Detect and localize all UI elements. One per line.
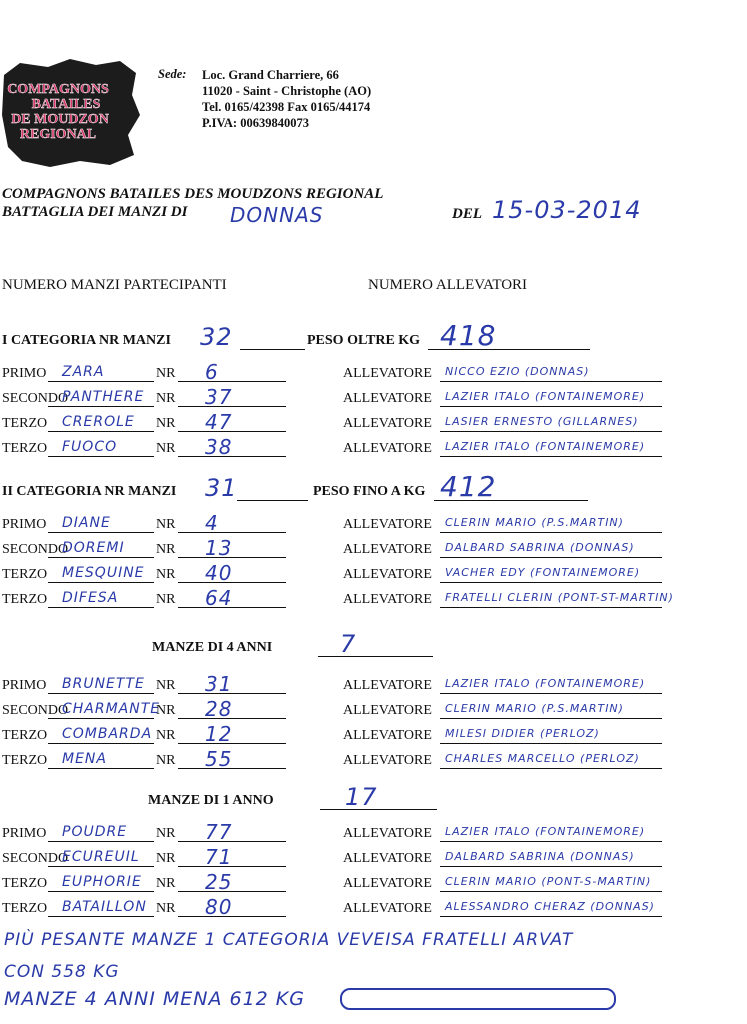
breeder-line — [440, 693, 662, 694]
section-heading: MANZE DI 1 ANNO — [148, 793, 274, 808]
place-label: SECONDO — [2, 703, 69, 718]
animal-number: 28 — [205, 697, 233, 721]
number-line — [178, 607, 286, 608]
breeder-line — [440, 866, 662, 867]
place-label: TERZO — [2, 876, 48, 891]
breeder-line — [440, 743, 662, 744]
breeder-line — [440, 891, 662, 892]
place-label: TERZO — [2, 901, 48, 916]
section-count-line — [318, 656, 433, 657]
breeder-name: MILESI DIDIER (PERLOZ) — [445, 727, 600, 740]
sede-label: Sede: — [158, 67, 187, 81]
section-count-line — [320, 809, 437, 810]
name-line — [48, 532, 154, 533]
number-line — [178, 406, 286, 407]
animal-name: COMBARDA — [62, 726, 153, 742]
section-count: 32 — [200, 323, 233, 351]
breeder-line — [440, 532, 662, 533]
name-line — [48, 582, 154, 583]
animal-name: PANTHERE — [62, 389, 145, 405]
number-line — [178, 456, 286, 457]
nr-label: NR — [156, 391, 176, 406]
breeder-label: ALLEVATORE — [343, 901, 432, 916]
animal-name: FUOCO — [62, 439, 118, 455]
place-label: TERZO — [2, 567, 48, 582]
breeder-line — [440, 916, 662, 917]
battle-location: DONNAS — [230, 203, 324, 227]
nr-label: NR — [156, 592, 176, 607]
breeder-name: CLERIN MARIO (PONT-S-MARTIN) — [445, 875, 652, 888]
place-label: PRIMO — [2, 517, 47, 532]
nr-label: NR — [156, 826, 176, 841]
animal-name: BRUNETTE — [62, 676, 145, 692]
name-line — [48, 456, 154, 457]
number-line — [178, 743, 286, 744]
animal-number: 71 — [205, 845, 233, 869]
number-line — [178, 718, 286, 719]
section-heading: MANZE DI 4 ANNI — [152, 640, 273, 655]
number-line — [178, 381, 286, 382]
breeder-line — [440, 718, 662, 719]
breeder-line — [440, 456, 662, 457]
animal-name: MESQUINE — [62, 565, 145, 581]
section-count-line — [237, 500, 308, 501]
address-line: P.IVA: 00639840073 — [202, 116, 309, 130]
place-label: PRIMO — [2, 366, 47, 381]
number-line — [178, 916, 286, 917]
nr-label: NR — [156, 542, 176, 557]
breeder-line — [440, 768, 662, 769]
number-line — [178, 582, 286, 583]
animal-number: 80 — [205, 895, 233, 919]
nr-label: NR — [156, 366, 176, 381]
section-heading: II CATEGORIA NR MANZI — [2, 484, 177, 499]
weight-label: PESO OLTRE KG — [307, 333, 421, 348]
animal-name: POUDRE — [62, 824, 128, 840]
breeder-name: FRATELLI CLERIN (PONT-ST-MARTIN) — [445, 591, 674, 604]
place-label: PRIMO — [2, 826, 47, 841]
section-count: 7 — [340, 630, 357, 658]
name-line — [48, 381, 154, 382]
breeder-label: ALLEVATORE — [343, 826, 432, 841]
breeder-label: ALLEVATORE — [343, 441, 432, 456]
nr-label: NR — [156, 851, 176, 866]
breeder-name: CLERIN MARIO (P.S.MARTIN) — [445, 516, 624, 529]
name-line — [48, 607, 154, 608]
name-line — [48, 557, 154, 558]
name-line — [48, 431, 154, 432]
number-line — [178, 841, 286, 842]
animal-number: 12 — [205, 722, 233, 746]
nr-label: NR — [156, 728, 176, 743]
note-heaviest-cat1: PIÙ PESANTE MANZE 1 CATEGORIA VEVEISA FRATELLI ARVAT — [4, 930, 574, 950]
name-line — [48, 693, 154, 694]
animal-name: BATAILLON — [62, 899, 147, 915]
breeder-label: ALLEVATORE — [343, 366, 432, 381]
breeder-name: LAZIER ITALO (FONTAINEMORE) — [445, 677, 646, 690]
breeder-label: ALLEVATORE — [343, 416, 432, 431]
address-line: 11020 - Saint - Christophe (AO) — [202, 84, 372, 98]
nr-label: NR — [156, 703, 176, 718]
battle-date: 15-03-2014 — [492, 196, 642, 224]
document-title: COMPAGNONS BATAILES DES MOUDZONS REGIONAL — [2, 186, 384, 202]
weight-value: 412 — [440, 470, 497, 503]
number-line — [178, 532, 286, 533]
nr-label: NR — [156, 517, 176, 532]
animal-name: CREROLE — [62, 414, 135, 430]
breeder-label: ALLEVATORE — [343, 753, 432, 768]
nr-label: NR — [156, 678, 176, 693]
breeders-count-label: NUMERO ALLEVATORI — [368, 277, 528, 293]
breeder-name: LAZIER ITALO (FONTAINEMORE) — [445, 390, 646, 403]
place-label: PRIMO — [2, 678, 47, 693]
breeder-name: DALBARD SABRINA (DONNAS) — [445, 850, 635, 863]
number-line — [178, 866, 286, 867]
weight-line — [428, 349, 590, 350]
number-line — [178, 557, 286, 558]
animal-number: 77 — [205, 820, 233, 844]
breeder-label: ALLEVATORE — [343, 876, 432, 891]
date-label: DEL — [452, 206, 482, 222]
animal-name: EUPHORIE — [62, 874, 142, 890]
number-line — [178, 768, 286, 769]
svg-text:DE MOUDZON: DE MOUDZON — [11, 112, 109, 127]
name-line — [48, 841, 154, 842]
scribble-strike — [340, 988, 616, 1010]
animal-name: ECUREUIL — [62, 849, 140, 865]
name-line — [48, 406, 154, 407]
note-manze-4-anni: MANZE 4 ANNI MENA 612 KG — [4, 988, 305, 1010]
animal-number: 13 — [205, 536, 233, 560]
place-label: SECONDO — [2, 851, 69, 866]
animal-name: CHARMANTE — [62, 701, 161, 717]
breeder-name: DALBARD SABRINA (DONNAS) — [445, 541, 635, 554]
breeder-name: CLERIN MARIO (P.S.MARTIN) — [445, 702, 624, 715]
name-line — [48, 916, 154, 917]
svg-text:REGIONAL: REGIONAL — [19, 127, 97, 142]
animal-number: 38 — [205, 435, 233, 459]
section-count-line — [240, 349, 305, 350]
nr-label: NR — [156, 441, 176, 456]
breeder-line — [440, 557, 662, 558]
animal-number: 55 — [205, 747, 233, 771]
breeder-label: ALLEVATORE — [343, 592, 432, 607]
animal-name: DOREMI — [62, 540, 125, 556]
place-label: TERZO — [2, 592, 48, 607]
place-label: TERZO — [2, 753, 48, 768]
breeder-label: ALLEVATORE — [343, 542, 432, 557]
breeder-name: VACHER EDY (FONTAINEMORE) — [445, 566, 641, 579]
battle-title: BATTAGLIA DEI MANZI DI — [2, 204, 188, 220]
breeder-name: NICCO EZIO (DONNAS) — [445, 365, 590, 378]
place-label: TERZO — [2, 728, 48, 743]
note-weight: CON 558 KG — [4, 962, 120, 982]
place-label: TERZO — [2, 416, 48, 431]
nr-label: NR — [156, 567, 176, 582]
breeder-line — [440, 582, 662, 583]
animal-name: DIANE — [62, 515, 111, 531]
weight-line — [434, 500, 588, 501]
animal-number: 40 — [205, 561, 233, 585]
animal-number: 47 — [205, 410, 233, 434]
animal-name: MENA — [62, 751, 107, 767]
address-block — [202, 67, 371, 131]
breeder-line — [440, 607, 662, 608]
manzi-count-label: NUMERO MANZI PARTECIPANTI — [2, 277, 227, 293]
section-count: 17 — [345, 783, 378, 811]
name-line — [48, 891, 154, 892]
svg-text:BATAILES: BATAILES — [31, 97, 101, 112]
section-count: 31 — [205, 474, 238, 502]
nr-label: NR — [156, 901, 176, 916]
weight-value: 418 — [440, 319, 497, 352]
animal-number: 64 — [205, 586, 233, 610]
number-line — [178, 891, 286, 892]
breeder-label: ALLEVATORE — [343, 517, 432, 532]
animal-name: DIFESA — [62, 590, 119, 606]
breeder-label: ALLEVATORE — [343, 567, 432, 582]
breeder-name: CHARLES MARCELLO (PERLOZ) — [445, 752, 640, 765]
section-heading: I CATEGORIA NR MANZI — [2, 333, 171, 348]
nr-label: NR — [156, 876, 176, 891]
breeder-label: ALLEVATORE — [343, 703, 432, 718]
breeder-line — [440, 431, 662, 432]
svg-text:COMPAGNONS: COMPAGNONS — [7, 82, 109, 97]
number-line — [178, 431, 286, 432]
breeder-label: ALLEVATORE — [343, 728, 432, 743]
breeder-name: LAZIER ITALO (FONTAINEMORE) — [445, 825, 646, 838]
name-line — [48, 718, 154, 719]
breeder-label: ALLEVATORE — [343, 391, 432, 406]
name-line — [48, 768, 154, 769]
address-line: Loc. Grand Charriere, 66 — [202, 68, 339, 82]
animal-number: 37 — [205, 385, 233, 409]
number-line — [178, 693, 286, 694]
place-label: TERZO — [2, 441, 48, 456]
animal-number: 25 — [205, 870, 233, 894]
weight-label: PESO FINO A KG — [313, 484, 426, 499]
breeder-label: ALLEVATORE — [343, 851, 432, 866]
animal-number: 4 — [205, 511, 219, 535]
breeder-name: LAZIER ITALO (FONTAINEMORE) — [445, 440, 646, 453]
nr-label: NR — [156, 416, 176, 431]
place-label: SECONDO — [2, 542, 69, 557]
breeder-line — [440, 381, 662, 382]
place-label: SECONDO — [2, 391, 69, 406]
breeder-line — [440, 406, 662, 407]
animal-number: 6 — [205, 360, 219, 384]
address-line: Tel. 0165/42398 Fax 0165/44174 — [202, 100, 371, 114]
name-line — [48, 866, 154, 867]
breeder-name: ALESSANDRO CHERAZ (DONNAS) — [445, 900, 655, 913]
animal-number: 31 — [205, 672, 233, 696]
logo-image — [0, 55, 150, 170]
breeder-name: LASIER ERNESTO (GILLARNES) — [445, 415, 639, 428]
animal-name: ZARA — [62, 364, 105, 380]
name-line — [48, 743, 154, 744]
breeder-line — [440, 841, 662, 842]
nr-label: NR — [156, 753, 176, 768]
breeder-label: ALLEVATORE — [343, 678, 432, 693]
